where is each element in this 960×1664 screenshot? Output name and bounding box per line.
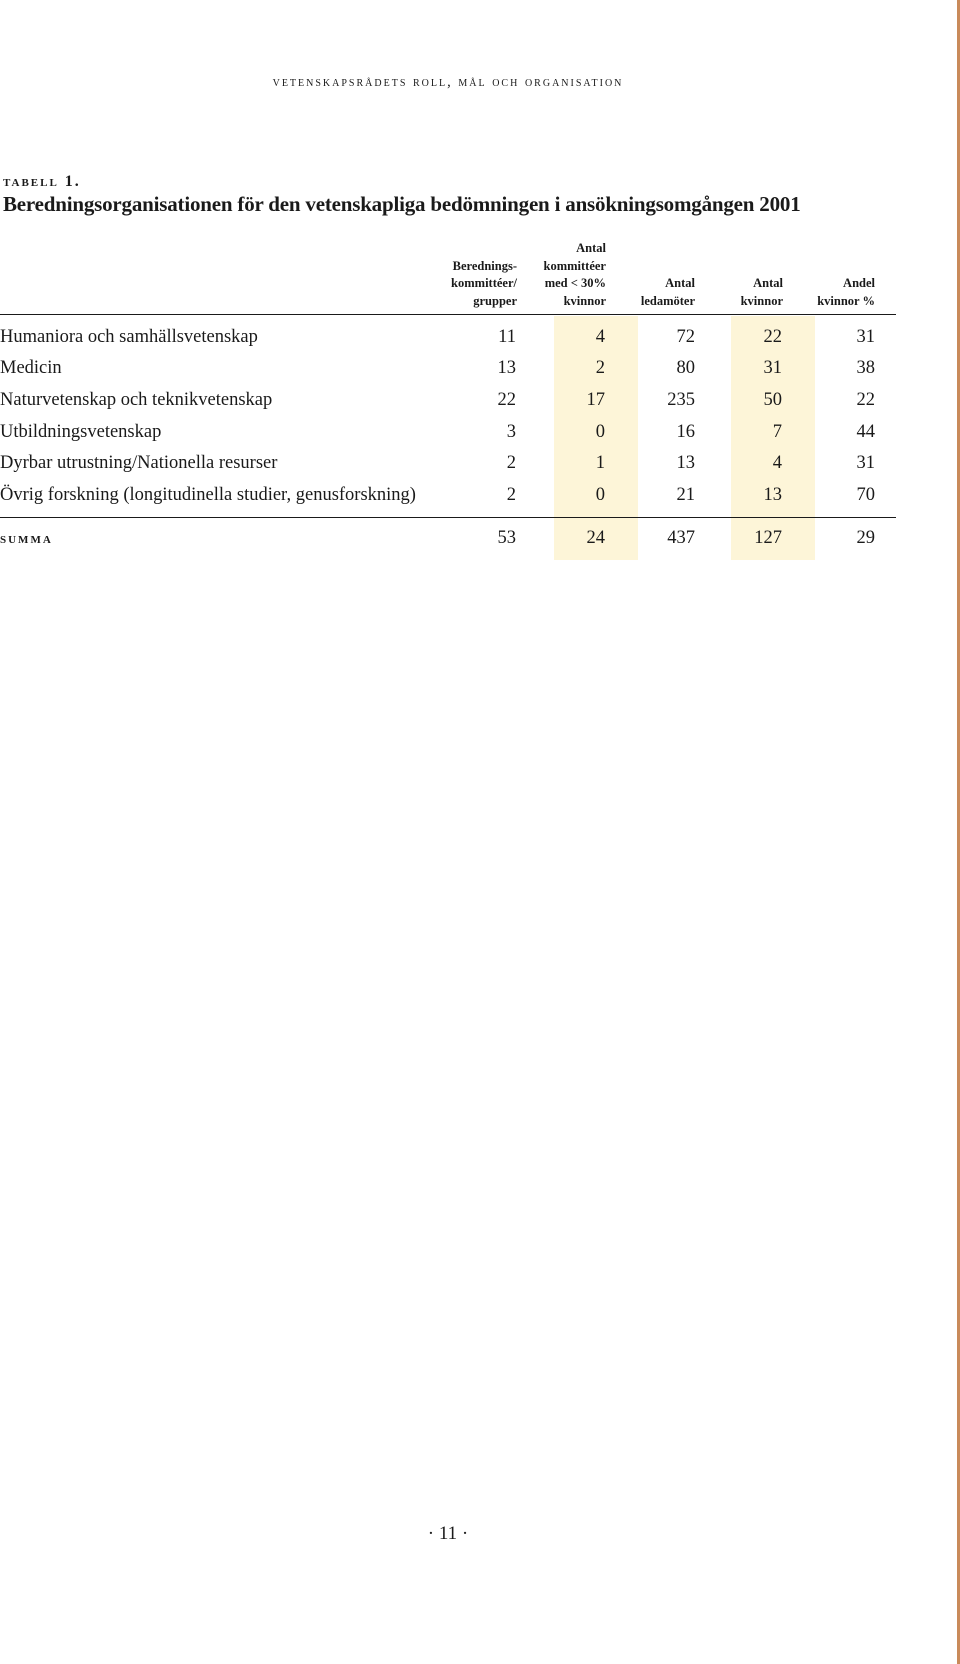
cell-women: 13 <box>763 485 782 505</box>
total-rule <box>0 517 896 518</box>
cell-members: 13 <box>676 453 695 473</box>
cell-committees-under-30: 0 <box>595 422 605 442</box>
cell-committees: 11 <box>498 327 516 347</box>
total-members: 437 <box>667 528 695 548</box>
table-row <box>0 449 896 480</box>
table-label: tabell 1. <box>3 173 81 190</box>
cell-members: 80 <box>676 358 695 378</box>
row-label: Dyrbar utrustning/Nationella resurser <box>0 453 278 473</box>
row-label: Medicin <box>0 358 62 378</box>
table-total-row <box>0 524 896 555</box>
row-label: Utbildningsvetenskap <box>0 422 162 442</box>
cell-committees-under-30: 0 <box>595 485 605 505</box>
cell-members: 235 <box>667 390 695 410</box>
column-header-women: Antal kvinnor <box>740 276 783 308</box>
cell-committees: 2 <box>506 453 516 473</box>
cell-women: 7 <box>772 422 782 442</box>
total-committees: 53 <box>497 528 516 548</box>
cell-women: 31 <box>763 358 782 378</box>
header-rule <box>0 314 896 315</box>
column-header-committees: Berednings- kommittéer/ grupper <box>451 258 517 308</box>
total-share-women: 29 <box>856 528 875 548</box>
cell-committees: 22 <box>497 390 516 410</box>
total-women: 127 <box>754 528 782 548</box>
cell-women: 22 <box>763 327 782 347</box>
running-head: vetenskapsrådets roll, mål och organisation <box>272 74 624 90</box>
cell-committees-under-30: 1 <box>595 453 605 473</box>
page-number: · 11 · <box>427 1523 469 1544</box>
cell-committees-under-30: 17 <box>586 390 605 410</box>
cell-committees-under-30: 4 <box>595 327 605 347</box>
table-title: Beredningsorganisationen för den vetenskapliga bedömningen i ansökningsomgången 2001 <box>3 192 801 216</box>
table-row <box>0 386 896 417</box>
total-label: summa <box>0 531 53 547</box>
cell-committees-under-30: 2 <box>595 358 605 378</box>
cell-committees: 3 <box>506 422 516 442</box>
cell-members: 16 <box>676 422 695 442</box>
cell-share-women: 22 <box>856 390 875 410</box>
cell-share-women: 31 <box>856 327 875 347</box>
cell-share-women: 44 <box>856 422 875 442</box>
cell-share-women: 38 <box>856 358 875 378</box>
cell-members: 72 <box>676 327 695 347</box>
total-committees-under-30: 24 <box>586 528 605 548</box>
cell-members: 21 <box>676 485 695 505</box>
cell-women: 4 <box>772 453 782 473</box>
column-header-members: Antal ledamöter <box>640 276 695 308</box>
cell-share-women: 70 <box>856 485 875 505</box>
cell-committees: 2 <box>506 485 516 505</box>
table-row <box>0 481 896 512</box>
table-row <box>0 323 896 354</box>
row-label: Humaniora och samhällsvetenskap <box>0 327 258 347</box>
cell-share-women: 31 <box>856 453 875 473</box>
column-headers <box>0 232 896 314</box>
column-header-committees-under-30: Antal kommittéer med < 30% kvinnor <box>543 241 606 308</box>
cell-women: 50 <box>763 390 782 410</box>
table-row <box>0 418 896 449</box>
cell-committees: 13 <box>497 358 516 378</box>
column-header-share-women: Andel kvinnor % <box>817 276 875 308</box>
row-label: Naturvetenskap och teknikvetenskap <box>0 390 273 410</box>
row-label: Övrig forskning (longitudinella studier, genusforskning) <box>0 485 416 505</box>
table-row <box>0 354 896 385</box>
